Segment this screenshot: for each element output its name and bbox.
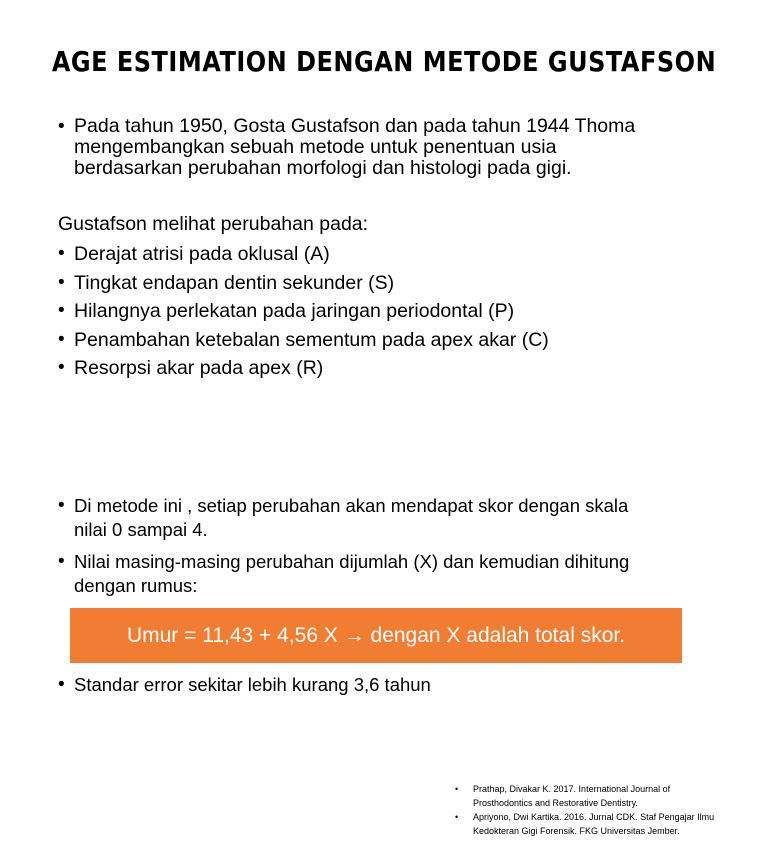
method-text [74, 550, 748, 598]
change-item: Resorpsi akar pada apex (R) [74, 357, 324, 379]
list-item [58, 550, 748, 598]
reference-item [455, 810, 755, 838]
method-text [74, 494, 748, 542]
bullet-glyph: • [58, 271, 65, 293]
bullet-glyph: • [455, 812, 459, 822]
reference-line: Prosthodontics and Restorative Dentistry. [473, 798, 638, 808]
method-line: dengan rumus: [74, 575, 198, 596]
reference-line: Prathap, Divakar K. 2017. International Journal of [473, 784, 671, 794]
reference-line: Kedokteran Gigi Forensik. FKG Universitas Jember. [473, 826, 680, 836]
intro-line: Pada tahun 1950, Gosta Gustafson dan pada tahun 1944 Thoma [74, 115, 636, 137]
references [455, 782, 755, 838]
changes-lead: Gustafson melihat perubahan pada: [58, 213, 369, 235]
reference-line: Apriyono, Dwi Kartika. 2016. Jurnal CDK. Staf Pengajar Ilmu [473, 812, 715, 822]
reference-item [455, 782, 755, 810]
bullet-glyph: • [58, 674, 65, 695]
bullet-glyph: • [455, 784, 459, 794]
change-item: Hilangnya perlekatan pada jaringan periodontal (P) [74, 300, 515, 322]
bullet-glyph: • [58, 495, 65, 516]
intro-text [74, 116, 748, 179]
bullet-glyph: • [58, 551, 65, 572]
change-item: Derajat atrisi pada oklusal (A) [74, 243, 330, 265]
bullet-glyph: • [58, 243, 65, 264]
change-item: Tingkat endapan dentin sekunder (S) [74, 271, 395, 294]
error-note [58, 673, 748, 697]
bullet-glyph: • [58, 328, 65, 350]
change-item: Penambahan ketebalan sementum pada apex akar (C) [74, 328, 549, 351]
list-item [58, 297, 748, 326]
list-item [58, 354, 748, 383]
intro-bullet [58, 116, 748, 179]
error-text: Standar error sekitar lebih kurang 3,6 tahun [74, 674, 431, 695]
list-item [58, 673, 748, 697]
slide-title: AGE ESTIMATION DENGAN METODE GUSTAFSON [51, 45, 717, 79]
list-item [58, 240, 748, 269]
intro-line: berdasarkan perubahan morfologi dan histologi pada gigi. [74, 157, 572, 179]
list-item [58, 494, 748, 542]
list-item [58, 326, 748, 355]
list-item [58, 269, 748, 298]
method-line: Di metode ini , setiap perubahan akan mendapat skor dengan skala [74, 495, 629, 516]
bullet-glyph: • [58, 300, 65, 321]
bullet-glyph: • [58, 116, 65, 137]
method-line: nilai 0 sampai 4. [74, 519, 208, 540]
formula-text: Umur = 11,43 + 4,56 X → dengan X adalah total skor. [126, 623, 626, 647]
changes-list [58, 240, 748, 383]
method-section [58, 494, 748, 606]
formula-box [70, 608, 682, 663]
bullet-glyph: • [58, 357, 65, 378]
method-line: Nilai masing-masing perubahan dijumlah (X) dan kemudian dihitung [74, 551, 630, 572]
intro-line: mengembangkan sebuah metode untuk penentuan usia [74, 136, 557, 158]
